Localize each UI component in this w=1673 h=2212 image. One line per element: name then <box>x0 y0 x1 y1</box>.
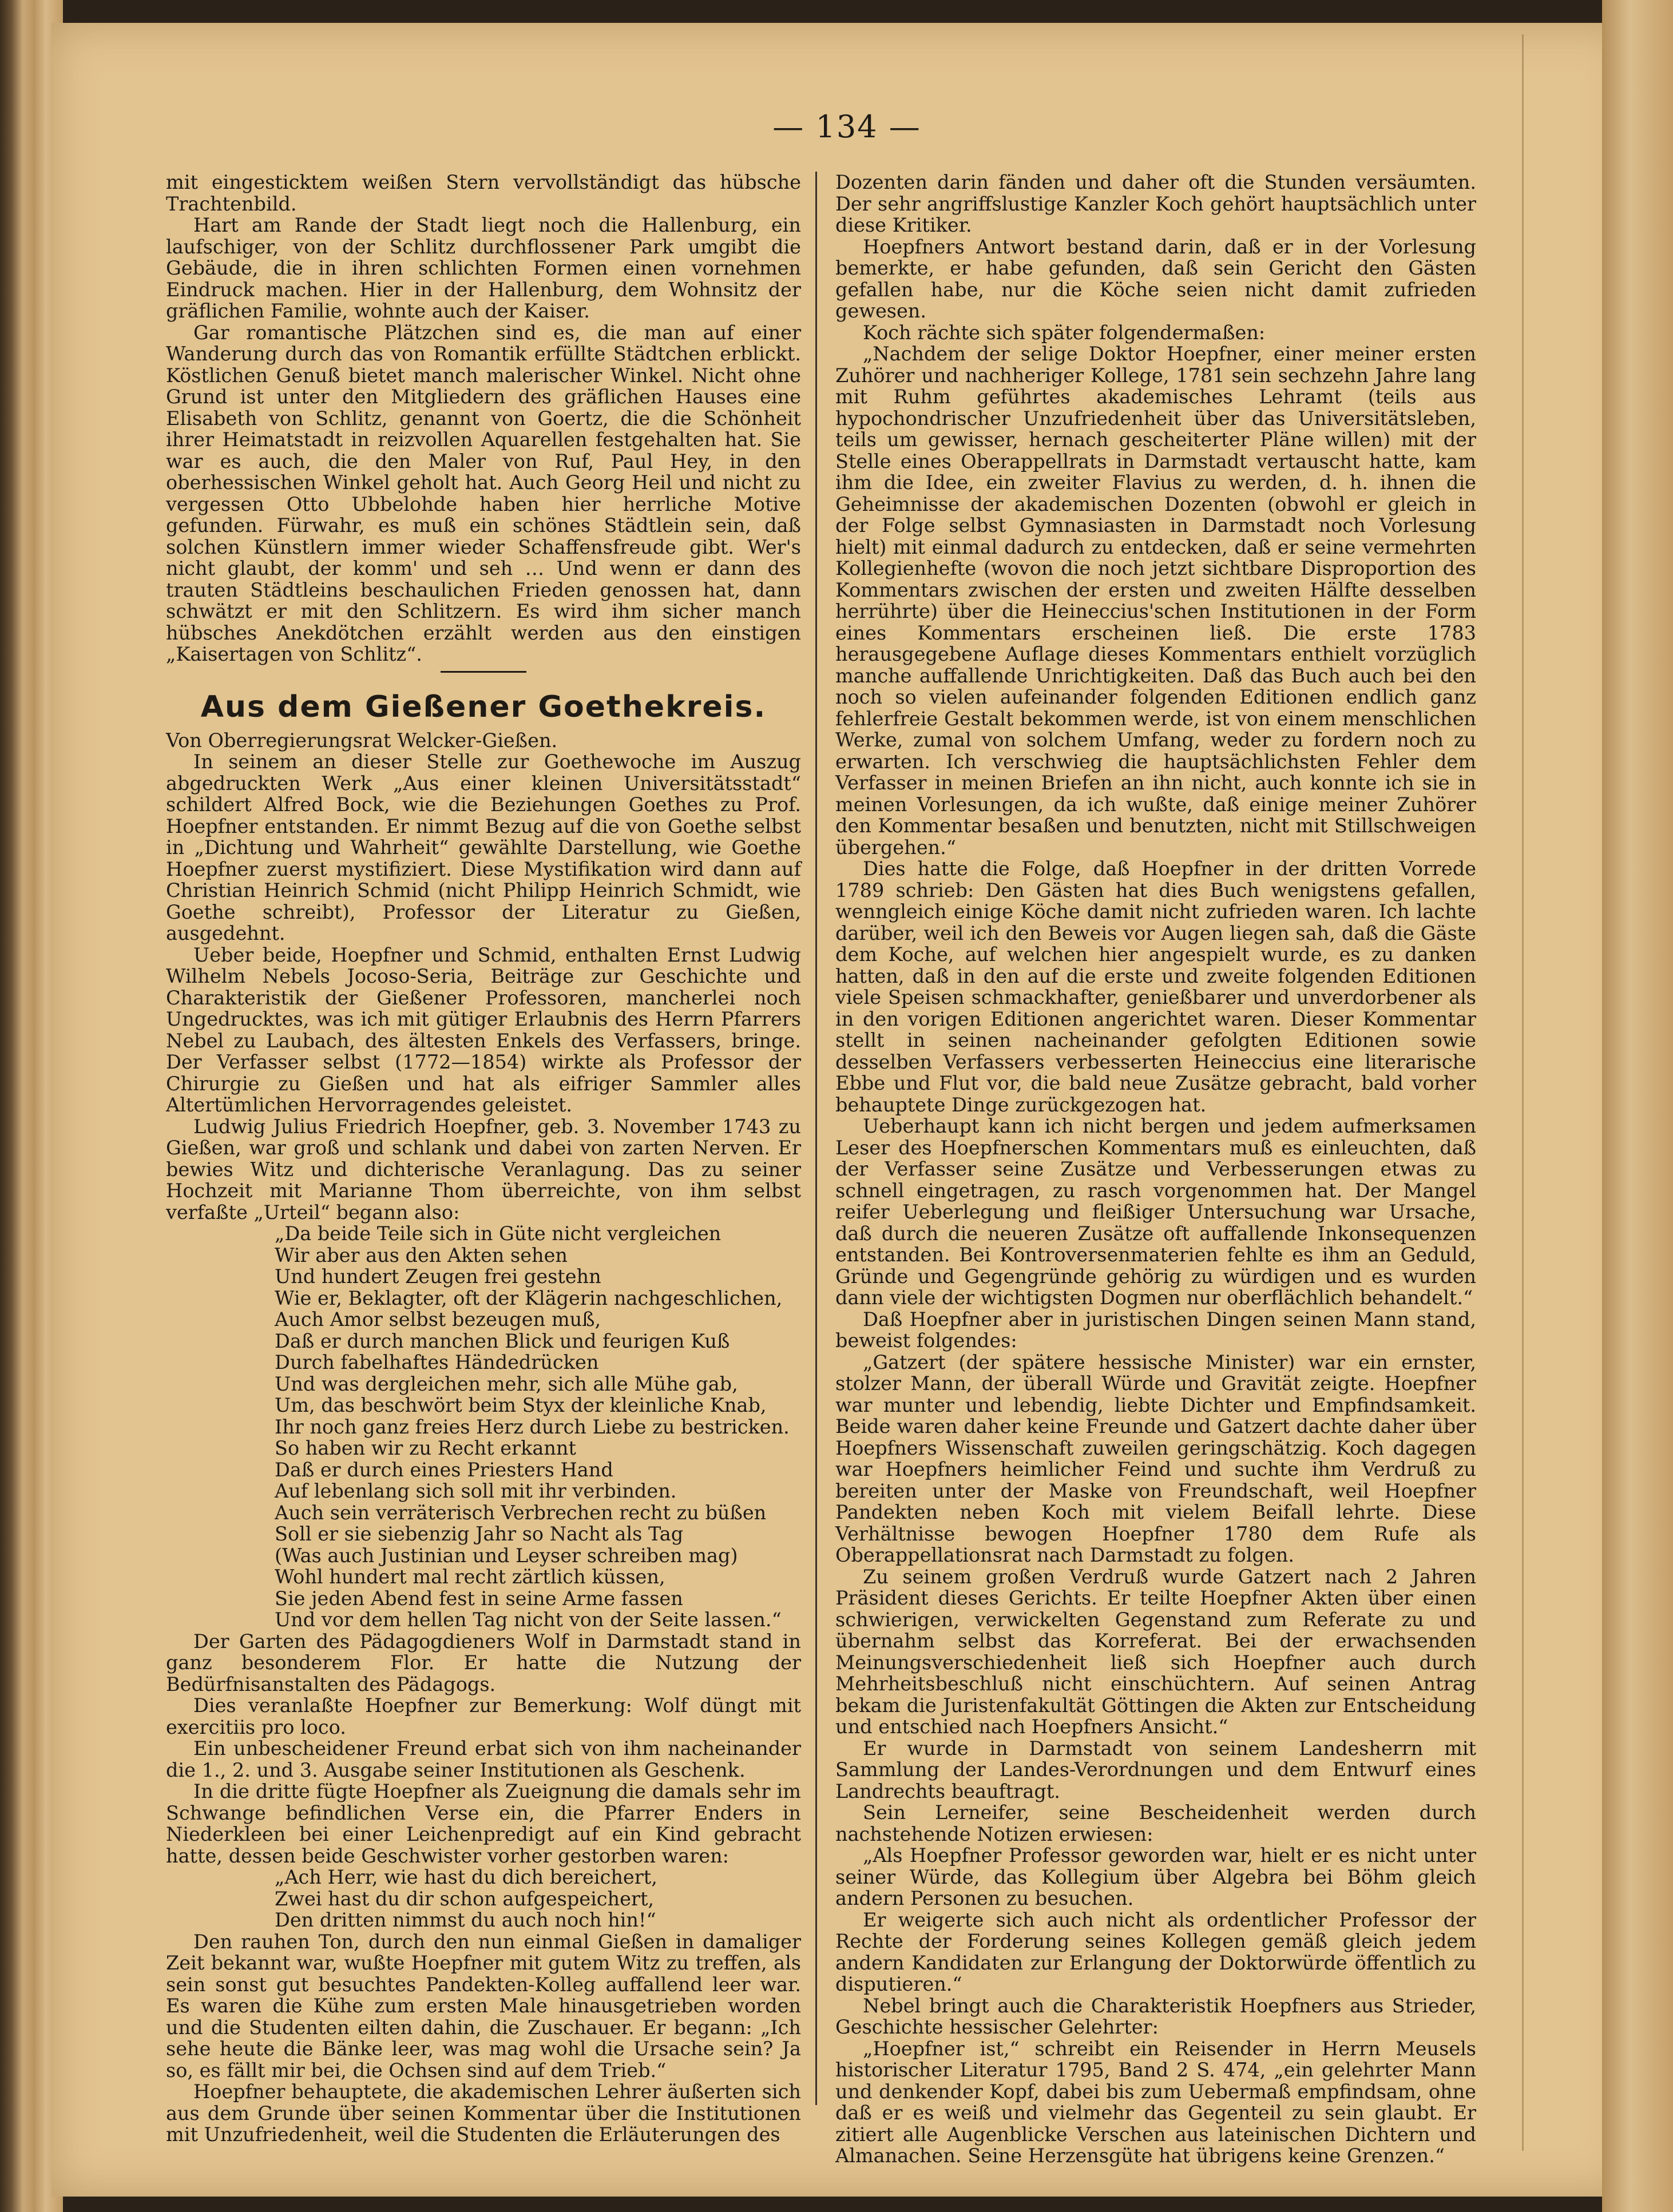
verse-line: Und hundert Zeugen frei gestehn <box>275 1265 601 1288</box>
left-text-mid <box>166 751 801 1223</box>
verse-line: Soll er sie siebenzig Jahr so Nacht als Tag <box>275 1523 684 1545</box>
verse-line: Und vor dem hellen Tag nicht von der Seite lassen.“ <box>275 1609 782 1631</box>
verse-line: „Da beide Teile sich in Güte nicht vergleichen <box>275 1222 721 1245</box>
paragraph: „Gatzert (der spätere hessische Minister) war ein ernster, stolzer Mann, der überall Würde und Gravität zeigte. Hoepfner war munter und lebendig, liebte Dichter und Empfindsamkeit. Beide waren daher keine Freunde und Gatzert dachte daher über Hoepfners Wissenschaft zuweilen geringschätzig. Koch dagegen war Hoepfners heimlicher Feind und suchte ihm Verdruß zu bereiten unter der Maske von Freundschaft, weil Hoepfner Pandekten neben Koch mit vielem Beifall lehrte. Diese Verhältnisse bewogen Hoepfner 1780 dem Rufe als Oberappellationsrat nach Darmstadt zu folgen. <box>835 1351 1476 1566</box>
section-divider <box>441 671 526 673</box>
verse-line: Und was dergleichen mehr, sich alle Mühe gab, <box>275 1372 738 1395</box>
paragraph: Nebel bringt auch die Charakteristik Hoepfners aus Strieder, Geschichte hessischer Gelehrter: <box>835 1994 1476 2038</box>
paragraph: „Nachdem der selige Doktor Hoepfner, einer meiner ersten Zuhörer und nachheriger Kollege, 1781 sein sechzehn Jahre lang mit Ruhm geführtes akademisches Lehramt (teils aus hypochondrischer Unzufriedenheit über das Universitätsleben, teils um gewisser, hernach gescheiterter Pläne willen) mit der Stelle eines Oberappellrats in Darmstadt vertauscht hatte, kam ihm die Idee, ein zweiter Flavius zu werden, d. h. ihnen die Geheimnisse der akademischen Dozenten (obwohl er gleich in der Folge selbst Gymnasiasten in Darmstadt noch Vorlesung hielt) mit einmal dadurch zu entdecken, daß er seine vermehrten Kollegienhefte (wovon die noch jetzt sichtbare Disproportion des Kommentars zwischen der ersten und zweiten Hälfte desselben herrührte) über die Heineccius'schen Institutionen in der Form eines Kommentars erscheinen ließ. Die erste 1783 herausgegebene Auflage dieses Kommentars enthielt vorzüglich manche auffallende Unrichtigkeiten. Daß das Buch auch bei den noch so vielen aufeinander folgenden Editionen endlich ganz fehlerfreie Gestalt bekommen werde, ist von einem menschlichen Werke, zumal von solchem Umfang, weder zu fordern noch zu erwarten. Ich verschwieg die hauptsächlichsten Fehler dem Verfasser in meinen Briefen an ihn nicht, auch konnte ich sie in meinen Vorlesungen, da ich wußte, daß einige meiner Zuhörer den Kommentar besaßen und benutzten, nicht mit Stillschweigen übergehen.“ <box>835 343 1476 859</box>
paragraph: Sein Lerneifer, seine Bescheidenheit werden durch nachstehende Notizen erwiesen: <box>835 1801 1476 1845</box>
paragraph: Der Garten des Pädagogdieners Wolf in Darmstadt stand in ganz besonderem Flor. Er hatte die Nutzung der Bedürfnisanstalten des Pädagogs. <box>166 1630 801 1695</box>
paragraph: Hoepfner behauptete, die akademischen Lehrer äußerten sich aus dem Grunde über seinen Kommentar über die Institutionen mit Unzufriedenheit, weil die Studenten die Erläuterungen des <box>166 2080 801 2146</box>
paragraph: mit eingesticktem weißen Stern vervollständigt das hübsche Trachtenbild. <box>166 171 801 215</box>
left-text-bottom <box>166 1931 801 2146</box>
verse-line: Auch Amor selbst bezeugen muß, <box>275 1308 601 1331</box>
verse-line: Auf lebenlang sich soll mit ihr verbinden. <box>275 1480 677 1502</box>
right-column <box>835 172 1476 2167</box>
paragraph: Er weigerte sich auch nicht als ordentlicher Professor der Rechte der Forderung seines Kollegen gemäß gleich jedem andern Kandidaten zur Erlangung der Doktorwürde öffentlich zu disputieren.“ <box>835 1908 1476 1995</box>
verse-line: Wir aber aus den Akten sehen <box>275 1244 568 1266</box>
article-byline: Von Oberregierungsrat Welcker-Gießen. <box>166 729 558 752</box>
verse-line: Wie er, Beklagter, oft der Klägerin nachgeschlichen, <box>275 1286 783 1309</box>
paragraph: Er wurde in Darmstadt von seinem Landesherrn mit Sammlung der Landes-Verordnungen und dem Entwurf eines Landrechts beauftragt. <box>835 1737 1476 1802</box>
left-text-after-poem <box>166 1631 801 1867</box>
verse-line: Um, das beschwört beim Styx der kleinliche Knab, <box>275 1394 767 1416</box>
verse-line: Daß er durch manchen Blick und feurigen Kuß <box>275 1329 730 1352</box>
paragraph: Dies hatte die Folge, daß Hoepfner in der dritten Vorrede 1789 schrieb: Den Gästen hat dies Buch wenigstens gefallen, wenngleich einige Köche damit nicht zufrieden waren. Ich lachte darüber, weil ich den Beweis vor Augen liegen sah, daß die Gäste dem Koche, auf welchen hier angespielt wurde, es zu danken hatten, daß in den auf die erste und zweite folgenden Editionen viele Speisen schmackhafter, genießbarer und unverdorbener als in den vorigen Editionen angerichtet waren. Dieser Kommentar stellt in seinen nacheinander gefolgten Editionen sowie desselben Verfassers verbesserten Heineccius eine literarische Ebbe und Flut vor, die bald neue Zusätze gebracht, bald vorher behauptete Dinge zurückgezogen hat. <box>835 857 1476 1116</box>
poem-urteil <box>275 1223 801 1631</box>
verse-line: Auch sein verräterisch Verbrechen recht zu büßen <box>275 1501 767 1524</box>
verse-line: (Was auch Justinian und Leyser schreiben mag) <box>275 1544 738 1567</box>
paragraph: Gar romantische Plätzchen sind es, die man auf einer Wanderung durch das von Romantik erfüllte Städtchen erblickt. Köstlichen Genuß bietet manch malerischer Winkel. Nicht ohne Grund ist unter den Mitgliedern des gräflichen Hauses eine Elisabeth von Schlitz, genannt von Goertz, die die Schönheit ihrer Heimatstadt in reizvollen Aquarellen festgehalten hat. Sie war es auch, die den Maler von Ruf, Paul Hey, in den oberhessischen Winkel geholt hat. Auch Georg Heil und nicht zu vergessen Otto Ubbelohde haben hier herrliche Motive gefunden. Fürwahr, es muß ein schönes Städtlein sein, daß solchen Künstlern immer wieder Schaffensfreude gibt. Wer's nicht glaubt, der komm' und seh … Und wenn er dann des trauten Städtleins beschaulichen Frieden genossen hat, dann schwätzt er mit den Schlitzern. Es wird ihm sicher manch hübsches Anekdötchen erzählt werden aus den einstigen „Kaisertagen von Schlitz“. <box>166 321 801 665</box>
page-number: — 134 — <box>772 109 921 145</box>
verse-line: So haben wir zu Recht erkannt <box>275 1437 576 1459</box>
paragraph: In die dritte fügte Hoepfner als Zueignung die damals sehr im Schwange befindlichen Verse ein, die Pfarrer Enders in Niederkleen bei einer Leichenpredigt auf ein Kind gebracht hatte, dessen beide Geschwister vorher gestorben waren: <box>166 1780 801 1867</box>
right-text <box>835 172 1476 2167</box>
paragraph: „Als Hoepfner Professor geworden war, hielt er es nicht unter seiner Würde, das Kollegium über Algebra bei Böhm gleich andern Personen zu besuchen. <box>835 1844 1476 1909</box>
verse-line: Daß er durch eines Priesters Hand <box>275 1458 613 1481</box>
verse-line: Sie jeden Abend fest in seine Arme fassen <box>275 1587 683 1610</box>
paragraph: Den rauhen Ton, durch den nun einmal Gießen in damaliger Zeit bekannt war, wußte Hoepfner mit gutem Witz zu treffen, als sein sonst gut besuchtes Pandekten-Kolleg auffallend leer war. Es waren die Kühe zum ersten Male hinausgetrieben worden und die Studenten eilten dahin, die Zuschauer. Er begann: „Ich sehe heute die Bänke leer, was mag wohl die Ursache sein? Ja so, es fällt mir bei, die Ochsen sind auf dem Trieb.“ <box>166 1930 801 2082</box>
column-rule <box>815 172 817 2105</box>
verse-line: Zwei hast du dir schon aufgespeichert, <box>275 1887 655 1910</box>
paragraph: Ueberhaupt kann ich nicht bergen und jedem aufmerksamen Leser des Hoepfnerschen Kommentars muß es einleuchten, daß der Verfasser seine Zusätze und Verbesserungen etwas zu schnell eingetragen, zu rasch vorgenommen hat. Der Mangel reifer Ueberlegung und fleißiger Untersuchung war Ursache, daß durch die neueren Zusätze oft auffallende Inkonsequenzen entstanden. Bei Kontroversenmaterien fehlte es ihm an Geduld, Gründe und Gegengründe gehörig zu würdigen und es wurden dann viele der wichtigsten Dogmen nur oberflächlich behandelt.“ <box>835 1115 1476 1309</box>
paragraph: In seinem an dieser Stelle zur Goethewoche im Auszug abgedruckten Werk „Aus einer kleinen Universitätsstadt“ schildert Alfred Bock, wie die Beziehungen Goethes zu Prof. Hoepfner entstanden. Er nimmt Bezug auf die von Goethe selbst in „Dichtung und Wahrheit“ gewählte Darstellung, wie Goethe Hoepfner zuerst mystifiziert. Diese Mystifikation wird dann auf Christian Heinrich Schmid (nicht Philipp Heinrich Schmidt, wie Goethe schreibt), Professor der Literatur zu Gießen, ausgedehnt. <box>166 750 801 944</box>
paragraph: „Hoepfner ist,“ schreibt ein Reisender in Herrn Meusels historischer Literatur 1795, Band 2 S. 474, „ein gelehrter Mann und denkender Kopf, dabei bis zum Uebermaß empfindsam, ohne daß er es weiß und vielmehr das Gegenteil zu sein glaubt. Er zitiert alle Augenblicke Verschen aus lateinischen Dichtern und Almanachen. Seine Herzensgüte hat übrigens keine Grenzen.“ <box>835 2037 1476 2167</box>
right-page-edge <box>1602 0 1673 2212</box>
paragraph: Daß Hoepfner aber in juristischen Dingen seinen Mann stand, beweist folgendes: <box>835 1308 1476 1352</box>
paragraph: Ludwig Julius Friedrich Hoepfner, geb. 3. November 1743 zu Gießen, war groß und schlank und dabei von zarten Nerven. Er bewies Witz und dichterische Veranlagung. Das zu seiner Hochzeit mit Marianne Thom überreichte, von ihm selbst verfaßte „Urteil“ begann also: <box>166 1115 801 1224</box>
left-column <box>166 172 801 2146</box>
verse-line: Durch fabelhaftes Händedrücken <box>275 1351 599 1373</box>
paragraph: Ein unbescheidener Freund erbat sich von ihm nacheinander die 1., 2. und 3. Ausgabe seiner Institutionen als Geschenk. <box>166 1737 801 1781</box>
verse-line: „Ach Herr, wie hast du dich bereichert, <box>275 1866 657 1888</box>
verse-line: Ihr noch ganz freies Herz durch Liebe zu bestricken. <box>275 1415 790 1438</box>
article-title: Aus dem Gießener Goethekreis. <box>200 689 767 724</box>
paragraph: Hart am Rande der Stadt liegt noch die Hallenburg, ein laufschiger, von der Schlitz durchflossener Park umgibt die Gebäude, die in ihren schlichten Formen einen vornehmen Eindruck machen. Hier in der Hallenburg, dem Wohnsitz der gräflichen Familie, wohnte auch der Kaiser. <box>166 214 801 322</box>
poem-leichenpredigt <box>275 1867 801 1931</box>
fold-shadow <box>1522 34 1564 2151</box>
verse-line: Den dritten nimmst du auch noch hin!“ <box>275 1909 656 1931</box>
paragraph: Zu seinem großen Verdruß wurde Gatzert nach 2 Jahren Präsident dieses Gerichts. Er teilte Hoepfner Akten über einen schwierigen, verwickelten Gegenstand zum Referate zu und übernahm selbst das Korreferat. Bei der erwachsenden Meinungsverschiedenheit ließ sich Hoepfner auch durch Mehrheitsbeschluß nicht einschüchtern. Auf seinen Antrag bekam die Juristenfakultät Göttingen die Akten zur Entscheidung und entschied nach Hoepfners Ansicht.“ <box>835 1565 1476 1738</box>
verse-line: Wohl hundert mal recht zärtlich küssen, <box>275 1566 665 1588</box>
paragraph: Dies veranlaßte Hoepfner zur Bemerkung: Wolf düngt mit exercitiis pro loco. <box>166 1694 801 1738</box>
left-text-top <box>166 172 801 665</box>
paragraph: Hoepfners Antwort bestand darin, daß er in der Vorlesung bemerkte, er habe gefunden, daß sein Gericht den Gästen gefallen habe, nur die Köche seien nicht damit zufrieden gewesen. <box>835 235 1476 322</box>
paragraph: Koch rächte sich später folgendermaßen: <box>863 321 1266 344</box>
paragraph: Dozenten darin fänden und daher oft die Stunden versäumten. Der sehr angriffslustige Kanzler Koch gehört hauptsächlich unter diese Kritiker. <box>835 171 1476 236</box>
paragraph: Ueber beide, Hoepfner und Schmid, enthalten Ernst Ludwig Wilhelm Nebels Jocoso-Seria, Beiträge zur Geschichte und Charakteristik der Gießener Professoren, mancherlei noch Ungedrucktes, was ich mit gütiger Erlaubnis des Herrn Pfarrers Nebel zu Laubach, des ältesten Enkels des Verfassers, bringe. Der Verfasser selbst (1772—1854) wirkte als Professor der Chirurgie zu Gießen und hat als eifriger Sammler alles Altertümlichen Hervorragendes geleistet. <box>166 943 801 1116</box>
